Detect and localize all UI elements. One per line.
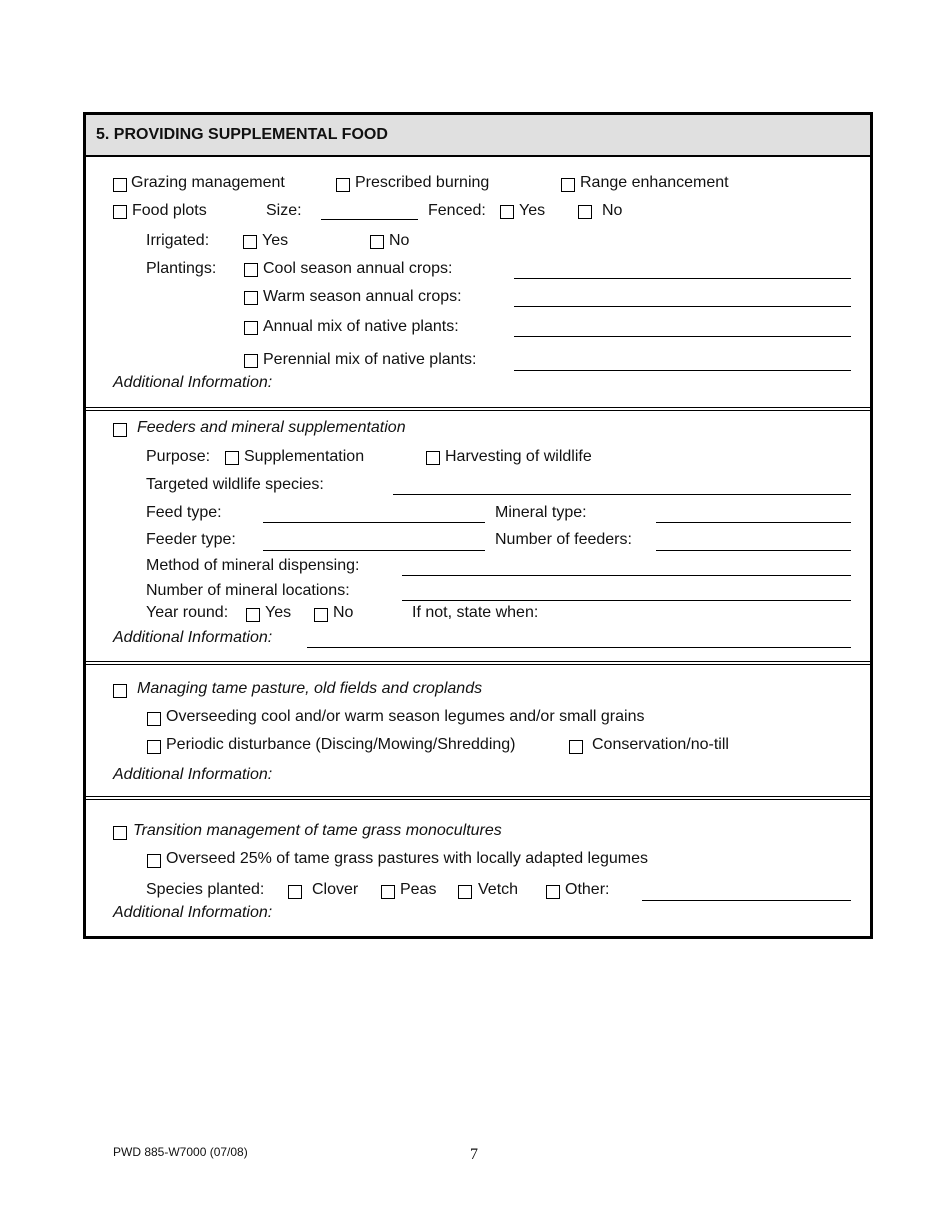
overseeding-label: Overseeding cool and/or warm season legumes and/or small grains [166,708,645,725]
annual-native-checkbox[interactable] [244,321,258,335]
range-label: Range enhancement [580,174,729,191]
food-plots-label: Food plots [132,202,207,219]
mineral-method-label: Method of mineral dispensing: [146,557,360,574]
grazing-label: Grazing management [131,174,285,191]
section-divider [86,661,870,665]
feeders-checkbox[interactable] [113,423,127,437]
overseed-label: Overseed 25% of tame grass pastures with locally adapted legumes [166,850,649,867]
irrigated-label: Irrigated: [146,232,210,249]
supplementation-checkbox[interactable] [225,451,239,465]
plantings-label: Plantings: [146,260,217,277]
year-round-no-label: No [333,604,354,621]
feeder-type-field[interactable] [263,550,485,551]
transition-additional-label: Additional Information: [113,904,273,921]
grazing-checkbox[interactable] [113,178,127,192]
section-divider [86,407,870,411]
year-round-no-checkbox[interactable] [314,608,328,622]
size-field[interactable] [321,219,418,220]
irrigated-no-label: No [389,232,410,249]
mineral-locations-label: Number of mineral locations: [146,582,350,599]
if-not-label: If not, state when: [412,604,539,621]
other-field[interactable] [642,900,851,901]
page-number: 7 [470,1146,478,1163]
overseed-checkbox[interactable] [147,854,161,868]
overseeding-checkbox[interactable] [147,712,161,726]
mineral-type-field[interactable] [656,522,851,523]
feed-type-field[interactable] [263,522,485,523]
fenced-yes-checkbox[interactable] [500,205,514,219]
size-label: Size: [266,202,302,219]
peas-checkbox[interactable] [381,885,395,899]
other-checkbox[interactable] [546,885,560,899]
targeted-species-field[interactable] [393,494,851,495]
conservation-checkbox[interactable] [569,740,583,754]
range-checkbox[interactable] [561,178,575,192]
warm-season-label: Warm season annual crops: [263,288,462,305]
harvesting-label: Harvesting of wildlife [445,448,592,465]
cool-season-field[interactable] [514,278,851,279]
fenced-yes-label: Yes [519,202,546,219]
transition-title: Transition management of tame grass monocultures [133,822,502,839]
species-planted-label: Species planted: [146,881,265,898]
perennial-native-field[interactable] [514,370,851,371]
food-plots-checkbox[interactable] [113,205,127,219]
targeted-species-label: Targeted wildlife species: [146,476,324,493]
section-title: 5. PROVIDING SUPPLEMENTAL FOOD [96,126,388,143]
cool-season-label: Cool season annual crops: [263,260,453,277]
vetch-checkbox[interactable] [458,885,472,899]
feed-type-label: Feed type: [146,504,222,521]
fenced-no-checkbox[interactable] [578,205,592,219]
fenced-label: Fenced: [428,202,486,219]
harvesting-checkbox[interactable] [426,451,440,465]
clover-label: Clover [312,881,359,898]
section-divider [86,796,870,800]
periodic-checkbox[interactable] [147,740,161,754]
warm-season-checkbox[interactable] [244,291,258,305]
conservation-label: Conservation/no-till [592,736,729,753]
irrigated-no-checkbox[interactable] [370,235,384,249]
feeders-additional-label: Additional Information: [113,629,273,646]
periodic-label: Periodic disturbance (Discing/Mowing/Shredding) [166,736,516,753]
form-id: PWD 885-W7000 (07/08) [113,1145,248,1159]
other-label: Other: [565,881,610,898]
supplementation-label: Supplementation [244,448,365,465]
annual-native-label: Annual mix of native plants: [263,318,459,335]
mineral-type-label: Mineral type: [495,504,587,521]
mineral-method-field[interactable] [402,575,851,576]
warm-season-field[interactable] [514,306,851,307]
year-round-yes-checkbox[interactable] [246,608,260,622]
num-feeders-field[interactable] [656,550,851,551]
feeders-additional-field[interactable] [307,647,851,648]
pasture-checkbox[interactable] [113,684,127,698]
clover-checkbox[interactable] [288,885,302,899]
mineral-locations-field[interactable] [402,600,851,601]
vetch-label: Vetch [478,881,519,898]
irrigated-yes-checkbox[interactable] [243,235,257,249]
transition-checkbox[interactable] [113,826,127,840]
annual-native-field[interactable] [514,336,851,337]
food-additional-label: Additional Information: [113,374,273,391]
feeder-type-label: Feeder type: [146,531,236,548]
pasture-title: Managing tame pasture, old fields and croplands [137,680,483,697]
perennial-native-checkbox[interactable] [244,354,258,368]
num-feeders-label: Number of feeders: [495,531,632,548]
cool-season-checkbox[interactable] [244,263,258,277]
burning-checkbox[interactable] [336,178,350,192]
irrigated-yes-label: Yes [262,232,289,249]
year-round-yes-label: Yes [265,604,292,621]
perennial-native-label: Perennial mix of native plants: [263,351,477,368]
peas-label: Peas [400,881,437,898]
purpose-label: Purpose: [146,448,211,465]
feeders-title: Feeders and mineral supplementation [137,419,406,436]
burning-label: Prescribed burning [355,174,490,191]
pasture-additional-label: Additional Information: [113,766,273,783]
fenced-no-label: No [602,202,623,219]
year-round-label: Year round: [146,604,229,621]
